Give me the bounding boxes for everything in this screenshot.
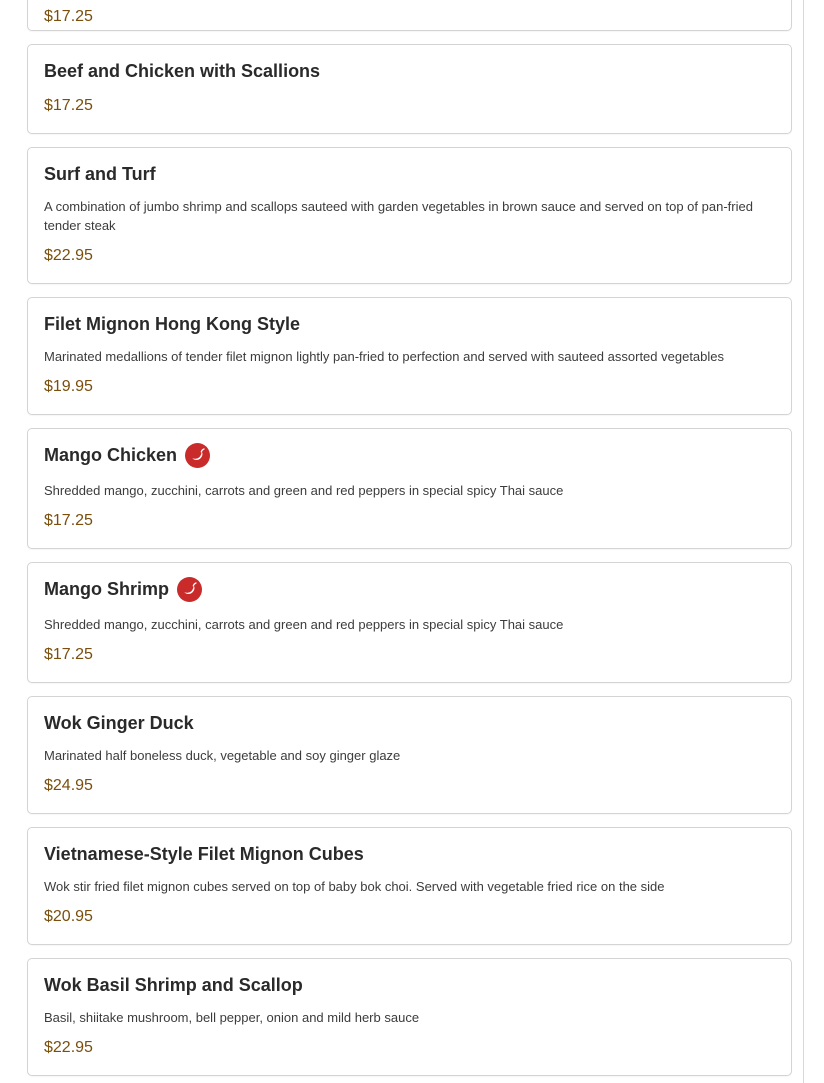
item-description: Shredded mango, zucchini, carrots and green and red peppers in special spicy Thai sauce: [44, 483, 564, 498]
menu-item-card[interactable]: [27, 44, 792, 134]
item-description: Marinated medallions of tender filet mignon lightly pan-fried to perfection and served with sauteed assorted vegetables: [44, 349, 725, 364]
item-title-row: [44, 975, 775, 995]
item-title-row: [44, 844, 775, 864]
item-title: Beef and Chicken with Scallions: [44, 61, 321, 81]
item-title: Filet Mignon Hong Kong Style: [44, 314, 300, 334]
item-title: Mango Chicken: [44, 445, 178, 465]
item-title: Surf and Turf: [44, 164, 156, 184]
item-title-row: [44, 61, 775, 81]
item-description: Wok stir fried filet mignon cubes served on top of baby bok choi. Served with vegetable fried rice on the side: [44, 879, 665, 894]
item-price: $20.95: [44, 908, 93, 925]
menu-item-card[interactable]: [27, 562, 792, 683]
item-price: $19.95: [44, 378, 93, 395]
item-title-row: [44, 314, 775, 334]
menu-item-card[interactable]: [27, 827, 792, 945]
item-title-row: [44, 164, 775, 184]
menu-item-card[interactable]: [27, 297, 792, 415]
item-description: Shredded mango, zucchini, carrots and green and red peppers in special spicy Thai sauce: [44, 617, 564, 632]
item-description: Marinated half boneless duck, vegetable and soy ginger glaze: [44, 748, 401, 763]
menu-item-card[interactable]: [27, 0, 792, 31]
item-price: $22.95: [44, 247, 93, 264]
item-title-row: [44, 579, 775, 599]
item-price: $22.95: [44, 1039, 93, 1056]
item-title: Wok Basil Shrimp and Scallop: [44, 975, 303, 995]
item-price: $17.25: [44, 512, 93, 529]
item-title: Vietnamese-Style Filet Mignon Cubes: [44, 844, 364, 864]
menu-item-list: [27, 0, 792, 1083]
item-title-row: [44, 445, 775, 465]
item-price: $17.25: [44, 8, 93, 25]
item-description: Basil, shiitake mushroom, bell pepper, onion and mild herb sauce: [44, 1010, 420, 1025]
item-title: Wok Ginger Duck: [44, 713, 194, 733]
spicy-chili-icon: [185, 443, 210, 468]
menu-item-card[interactable]: [27, 147, 792, 284]
menu-item-card[interactable]: [27, 958, 792, 1076]
item-title-row: [44, 713, 775, 733]
item-price: $17.25: [44, 97, 93, 114]
spicy-chili-icon: [177, 577, 202, 602]
item-price: $24.95: [44, 777, 93, 794]
item-title: Mango Shrimp: [44, 579, 169, 599]
menu-item-card[interactable]: [27, 696, 792, 814]
scrollbar-track[interactable]: [803, 0, 804, 1083]
item-description: A combination of jumbo shrimp and scallops sauteed with garden vegetables in brown sauce and served on top of pan-fried tender steak: [44, 199, 753, 233]
menu-item-card[interactable]: [27, 428, 792, 549]
item-price: $17.25: [44, 646, 93, 663]
